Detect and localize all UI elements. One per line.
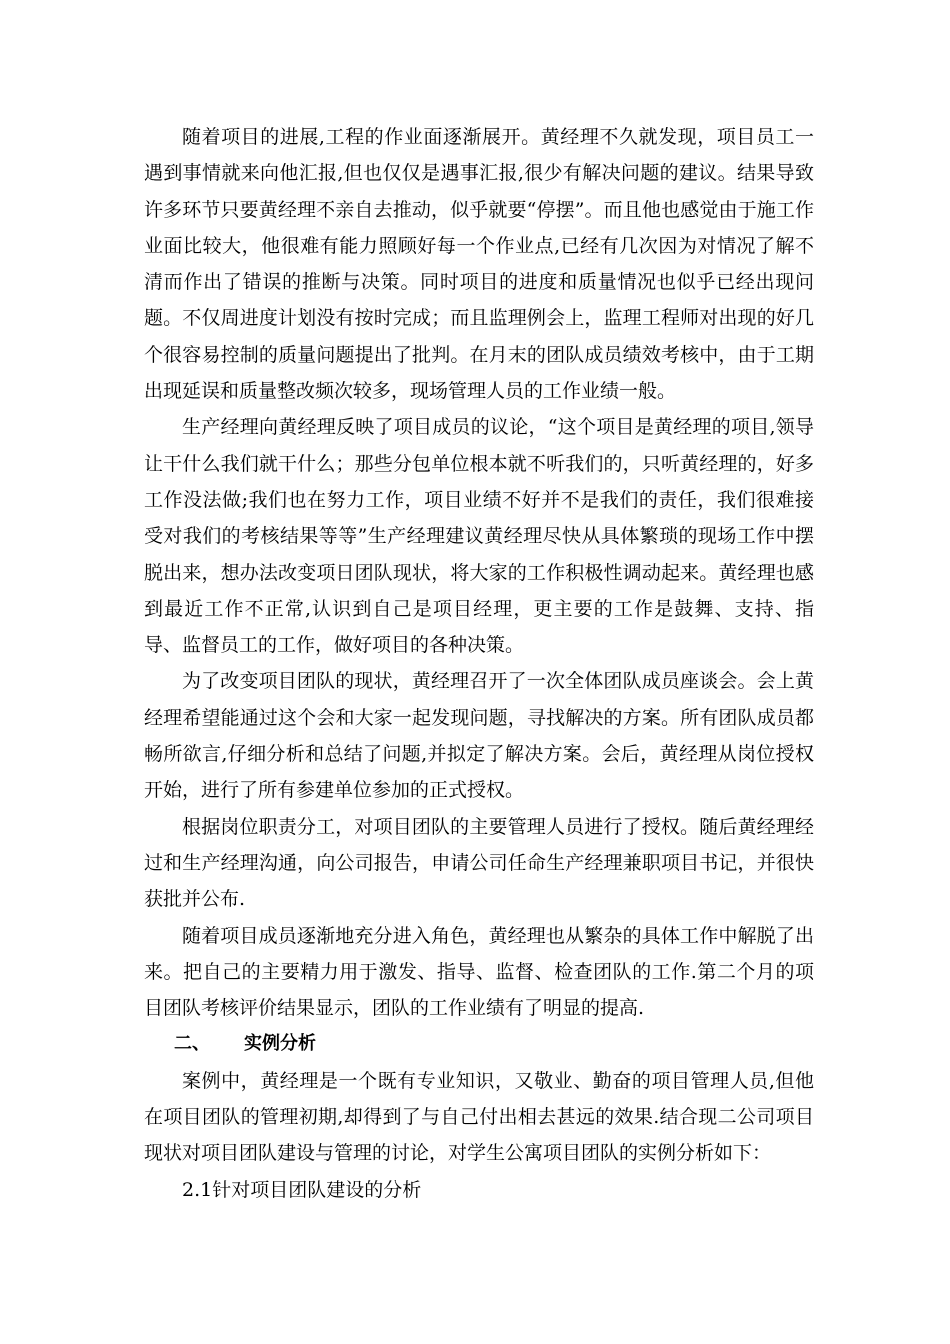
document-body xyxy=(144,119,814,1208)
paragraph-authorization: 根据岗位职责分工，对项目团队的主要管理人员进行了授权。随后黄经理经过和生产经理沟通，向公司报告，申请公司任命生产经理兼职项目书记，并很快获批并公布. xyxy=(144,815,814,911)
paragraph-meeting: 为了改变项目团队的现状，黄经理召开了一次全体团队成员座谈会。会上黄经理希望能通过这个会和大家一起发现问题，寻找解决的方案。所有团队成员都畅所欲言,仔细分析和总结了问题,并拟定了解决方案。会后，黄经理从岗位授权开始，进行了所有参建单位参加的正式授权。 xyxy=(144,670,814,802)
section-title: 实例分析 xyxy=(244,1033,316,1055)
section-number: 二、 xyxy=(174,1033,210,1055)
paragraph-feedback: 生产经理向黄经理反映了项目成员的议论，“这个项目是黄经理的项目,领导让干什么我们就干什么；那些分包单位根本就不听我们的，只听黄经理的，好多工作没法做;我们也在努力工作，项目业绩不好并不是我们的责任，我们很难接受对我们的考核结果等等”生产经理建议黄经理尽快从具体繁琐的现场工作中摆脱出来，想办法改变项日团队现状，将大家的工作积极性调动起来。黄经理也感到最近工作不正常,认识到自己是项目经理，更主要的工作是鼓舞、支持、指导、监督员工的工作，做好项目的各种决策。 xyxy=(144,416,814,657)
subsection-heading: 2.1针对项目团队建设的分析 xyxy=(182,1178,422,1201)
section-heading xyxy=(144,1026,814,1062)
paragraph-analysis: 案例中，黄经理是一个既有专业知识，又敬业、勤奋的项目管理人员,但他在项目团队的管理初期,却得到了与自己付出相去甚远的效果.结合现二公司项目现状对项目团队建设与管理的讨论，对学生公寓项目团队的实例分析如下： xyxy=(144,1069,814,1165)
paragraph-progress: 随着项目的进展,工程的作业面逐渐展开。黄经理不久就发现，项目员工一遇到事情就来向他汇报,但也仅仅是遇事汇报,很少有解决问题的建议。结果导致许多环节只要黄经理不亲自去推动，似乎就要“停摆”。而且他也感觉由于施工作业面比较大，他很难有能力照顾好每一个作业点,已经有几次因为对情况了解不清而作出了错误的推断与决策。同时项目的进度和质量情况也似乎已经出现问题。不仅周进度计划没有按时完成；而且监理例会上，监理工程师对出现的好几个很容易控制的质量问题提出了批判。在月末的团队成员绩效考核中，由于工期出现延误和质量整改频次较多，现场管理人员的工作业绩一般。 xyxy=(144,126,814,403)
paragraph-result: 随着项目成员逐渐地充分进入角色，黄经理也从繁杂的具体工作中解脱了出来。把自己的主要精力用于激发、指导、监督、检查团队的工作.第二个月的项目团队考核评价结果显示，团队的工作业绩有了明显的提高. xyxy=(144,924,814,1020)
